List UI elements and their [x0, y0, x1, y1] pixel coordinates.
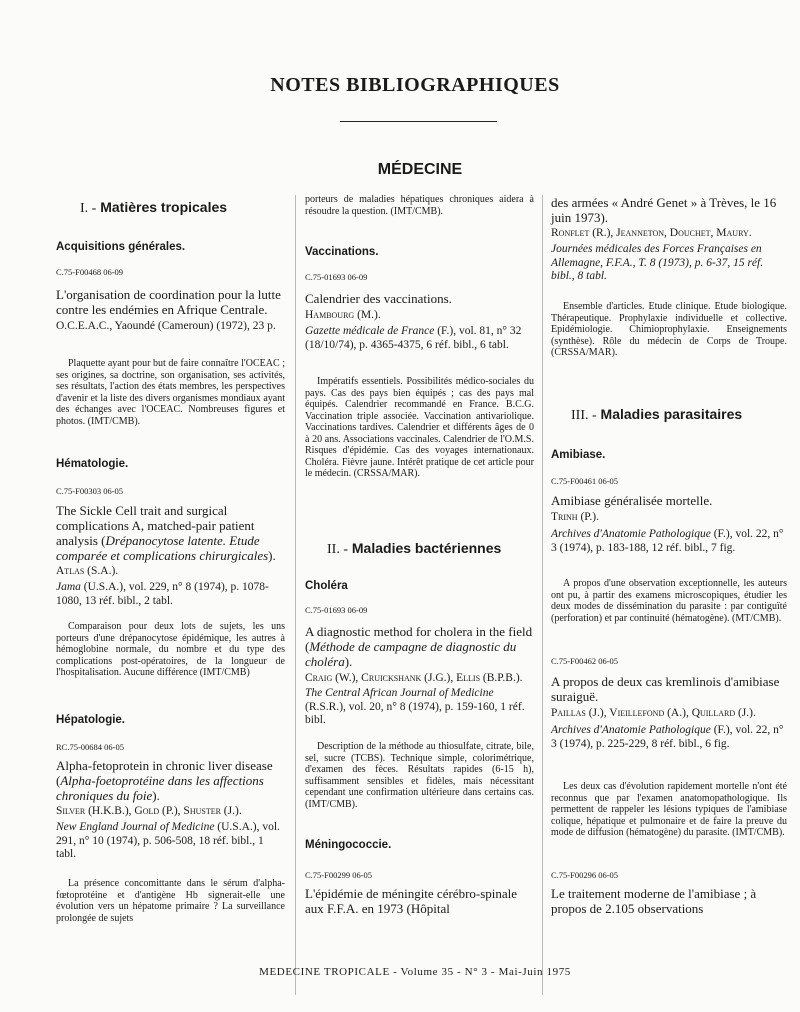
entry-code: C.75-F00299 06-05 [305, 870, 373, 880]
entry-title: Calendrier des vaccinations. Hambourg (M.). Gazette médicale de France (F.), vol. 81, n° 32 (18/10/74), p. 4365-4375, 6 réf. bibl., 6 tabl. [305, 291, 534, 352]
rubric-acquisitions: Acquisitions générales. [56, 241, 186, 253]
page-title: NOTES BIBLIOGRAPHIQUES [270, 74, 560, 96]
entry-title: L'organisation de coordination pour la lutte contre les endémies en Afrique Centrale. O.C.E.A.C., Yaoundé (Cameroun) (1972), 23 p. [56, 287, 285, 334]
rubric-hepatologie: Hépatologie. [56, 714, 126, 726]
entry-abstract: Impératifs essentiels. Possibilités médico-sociales du pays. Cas des pays bien équipés ; cas des pays mal équipés. Calendrier recommandé en France. B.C.G. Vaccination triple associée. Vaccination antivariolique. Vaccinations tardives. Calendrier et différents âges de 0 à 20 ans. Associations vaccinales. Calendrier de l'O.M.S. Risques d'épidémie. Cas des voyages internationaux. Choléra. Fièvre jaune. Intérêt pratique de cet article pour le médecin. (CRSSA/MAR). [305, 376, 534, 479]
entry-author: Silver (H.K.B.), Gold (P.), Shuster (J.). [56, 805, 242, 817]
entry-source: Gazette médicale de France (F.), vol. 81, n° 32 (18/10/74), p. 4365-4375, 6 réf. bibl., 6 tabl. [305, 325, 522, 351]
section-heading-2 [327, 540, 501, 558]
entry-source: Jama (U.S.A.), vol. 229, n° 8 (1974), p. 1078-1080, 13 réf. bibl., 2 tabl. [56, 581, 269, 607]
rubric-amibiase: Amibiase. [551, 449, 606, 461]
column-divider-right [542, 195, 543, 995]
entry-author: O.C.E.A.C., Yaoundé (Cameroun) (1972), 23 p. [56, 320, 276, 332]
rubric-vaccinations: Vaccinations. [305, 246, 379, 258]
rubric-hematologie: Hématologie. [56, 458, 129, 470]
entry-code: C.75-01693 06-09 [305, 605, 368, 615]
entry-abstract: Comparaison pour deux lots de sujets, les uns porteurs d'une drépanocytose épidémique, les autres à hémoglobine normale, du nombre et du type des complications post-opératoires, de la longueur de l'hospitalisation. Aucune différence (IMT/CMB) [56, 621, 285, 678]
entry-title: A propos de deux cas kremlinois d'amibiase suraiguë. Paillas (J.), Vieillefond (A.), Quillard (J.). Archives d'Anatomie Pathologique (F.), vol. 22, n° 3 (1974), p. 225-229, 8 réf. bibl., 6 fig. [551, 674, 787, 751]
entry-code: RC.75-00684 06-05 [56, 742, 124, 752]
section-number: III. - [571, 408, 597, 423]
entry-code: C.75-01693 06-09 [305, 272, 368, 282]
column-divider-left [295, 195, 296, 995]
entry-abstract: La présence concomittante dans le sérum d'alpha-fœtoprotéine et d'antigène Hb signerait-elle une évolution vers un hépatome primaire ? La surveillance prolongée de sujets [56, 878, 285, 924]
entry-title: The Sickle Cell trait and surgical complications A, matched-pair patient analysis (Drépanocytose latente. Etude comparée et complications chirurgicales). Atlas (S.A.). Jama (U.S.A.), vol. 229, n° 8 (1974), p. 1078-1080, 13 réf. bibl., 2 tabl. [56, 503, 285, 608]
section-number: II. - [327, 542, 348, 557]
rubric-cholera: Choléra [305, 580, 348, 592]
entry-author: Atlas (S.A.). [56, 565, 119, 577]
continued-abstract: porteurs de maladies hépatiques chroniques aidera à résoudre la question. (IMT/CMB). [305, 194, 534, 217]
entry-code: C.75-F00303 06-05 [56, 486, 124, 496]
entry-abstract: A propos d'une observation exceptionnelle, les auteurs ont pu, à partir des examens microscopiques, étudier les deux modes de dissémination du parasite : par contiguïté (perforation) et par continuité (hématogène). (MT/CMB). [551, 578, 787, 624]
section-number: I. - [80, 201, 97, 216]
entry-title: Le traitement moderne de l'amibiase ; à propos de 2.105 observations [551, 886, 757, 916]
rubric-meningococcie: Méningococcie. [305, 839, 392, 851]
section-title: Matières tropicales [100, 199, 228, 215]
entry-source: The Central African Journal of Medicine (R.S.R.), vol. 20, n° 8 (1974), p. 159-160, 1 réf. bibl. [305, 687, 525, 726]
entry-title: Alpha-fetoprotein in chronic liver disease (Alpha-foetoprotéine dans les affections chroniques du foie). Silver (H.K.B.), Gold (P.), Shuster (J.). New England Journal of Medicine (U.S.A.), vol. 291, n° 10 (1974), p. 506-508, 18 réf. bibl., 1 tabl. [56, 758, 285, 862]
entry-abstract: Plaquette ayant pour but de faire connaître l'OCEAC ; ses origines, sa doctrine, son organisation, ses activités, ses résultats, l'action des états membres, les perspectives d'avenir et la liste des divers organismes mondiaux ayant des échanges avec l'OCEAC. Nombreuses figures et photos. (IMT/CMB). [56, 358, 285, 427]
continued-entry: des armées « André Genet » à Trèves, le 16 juin 1973). Ronflet (R.), Jeanneton, Douchet, Maury. Journées médicales des Forces Françaises en Allemagne, F.F.A., T. 8 (1973), p. 6-37, 15 réf. bibl., 8 tabl. [551, 195, 787, 284]
page-footer: MEDECINE TROPICALE - Volume 35 - N° 3 - Mai-Juin 1975 [259, 966, 571, 978]
section-title: Maladies bactériennes [351, 540, 502, 556]
entry-code: C.75-F00462 06-05 [551, 656, 619, 666]
entry-title: Amibiase généralisée mortelle. Trinh (P.). Archives d'Anatomie Pathologique (F.), vol. 22, n° 3 (1974), p. 183-188, 12 réf. bibl., 7 fig. [551, 493, 787, 555]
entry-author: Ronflet (R.), Jeanneton, Douchet, Maury. [551, 227, 752, 239]
entry-author: Paillas (J.), Vieillefond (A.), Quillard (J.). [551, 707, 756, 719]
entry-source: Journées médicales des Forces Françaises en Allemagne, F.F.A., T. 8 (1973), p. 6-37, 15 réf. bibl., 8 tabl. [551, 243, 764, 282]
entry-code: C.75-F00461 06-05 [551, 476, 619, 486]
entry-code: C.75-F00296 06-05 [551, 870, 619, 880]
section-title: Maladies parasitaires [600, 406, 743, 422]
entry-abstract: Ensemble d'articles. Etude clinique. Etude biologique. Thérapeutique. Prophylaxie individuelle et collective. Epidémiologie. Chimioprophylaxie. Enseignements (synthèse). Rôle du médecin de Corps de Troupe. (CRSSA/MAR). [551, 301, 787, 358]
discipline-heading: MÉDECINE [377, 161, 463, 178]
section-heading-3 [571, 406, 742, 424]
entry-source: Archives d'Anatomie Pathologique (F.), vol. 22, n° 3 (1974), p. 225-229, 8 réf. bibl., 6 fig. [551, 724, 784, 750]
title-rule [340, 121, 497, 122]
section-heading-1 [80, 199, 227, 217]
entry-title: L'épidémie de méningite cérébro-spinale aux F.F.A. en 1973 (Hôpital [305, 886, 518, 916]
entry-author: Craig (W.), Cruickshank (J.G.), Ellis (B.P.B.). [305, 672, 523, 684]
entry-source: Archives d'Anatomie Pathologique (F.), vol. 22, n° 3 (1974), p. 183-188, 12 réf. bibl., 7 fig. [551, 528, 784, 554]
entry-author: Hambourg (M.). [305, 309, 381, 321]
entry-abstract: Les deux cas d'évolution rapidement mortelle n'ont été reconnus que par l'examen anatomopathologique. Ils permettent de rappeler les lésions typiques de l'amibiase colique, hépatique et pulmonaire et de faire la preuve du mode de diffusion (hématogène) du parasite. (IMT/CMB). [551, 781, 787, 838]
entry-source: New England Journal of Medicine (U.S.A.), vol. 291, n° 10 (1974), p. 506-508, 18 réf. bibl., 1 tabl. [56, 821, 280, 860]
entry-author: Trinh (P.). [551, 511, 599, 523]
entry-abstract: Description de la méthode au thiosulfate, citrate, bile, sel, sucre (TCBS). Technique simple, colorimétrique, d'examen des fèces. Résultats rapides (6-15 h), suffisamment sensibles et fidèles, mais nécessitant cependant une confirmation ultérieure dans certains cas. (IMT/CMB). [305, 741, 534, 810]
entry-code: C.75-F00468 06-09 [56, 267, 124, 277]
entry-title: A diagnostic method for cholera in the field (Méthode de campagne de diagnostic du choléra). Craig (W.), Cruickshank (J.G.), Ellis (B.P.B.). The Central African Journal of Medicine (R.S.R.), vol. 20, n° 8 (1974), p. 159-160, 1 réf. bibl. [305, 624, 533, 726]
